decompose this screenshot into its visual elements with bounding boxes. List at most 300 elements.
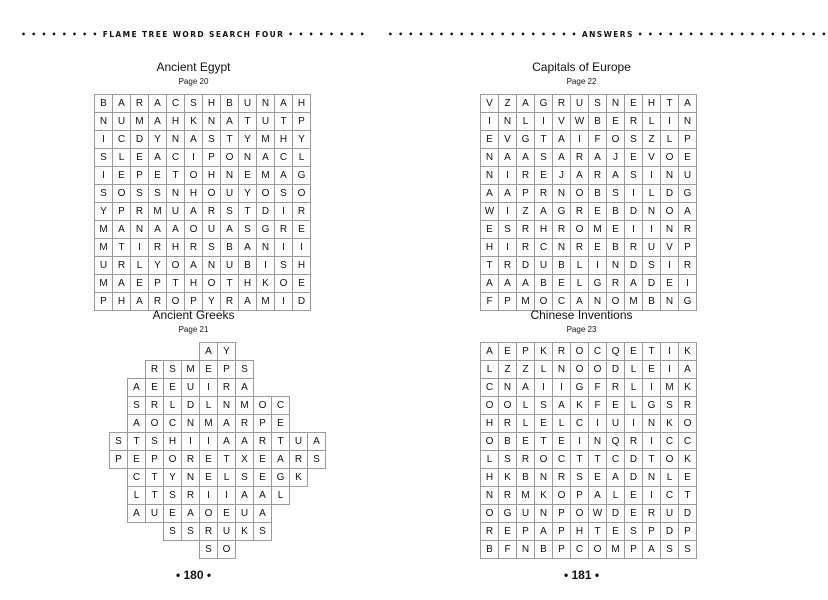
page-number: • 181 • bbox=[563, 568, 600, 582]
grid-cell: I bbox=[182, 433, 200, 451]
grid-cell: A bbox=[481, 185, 499, 203]
grid-cell bbox=[164, 343, 182, 361]
grid-cell: S bbox=[185, 95, 203, 113]
grid-cell: T bbox=[661, 95, 679, 113]
grid-cell: A bbox=[481, 343, 499, 361]
grid-cell: D bbox=[625, 469, 643, 487]
grid-cell: G bbox=[679, 293, 697, 311]
grid-cell: Y bbox=[239, 185, 257, 203]
grid-row bbox=[92, 469, 343, 487]
grid-cell: O bbox=[254, 397, 272, 415]
grid-cell: L bbox=[481, 361, 499, 379]
grid-cell: M bbox=[149, 203, 167, 221]
grid-cell bbox=[290, 541, 308, 559]
grid-cell bbox=[308, 505, 326, 523]
grid-cell: E bbox=[293, 275, 311, 293]
grid-cell: S bbox=[571, 469, 589, 487]
grid-cell: A bbox=[517, 379, 535, 397]
grid-cell: D bbox=[661, 523, 679, 541]
grid-cell: H bbox=[113, 293, 131, 311]
grid-cell: I bbox=[661, 343, 679, 361]
grid-cell bbox=[272, 343, 290, 361]
grid-cell bbox=[308, 343, 326, 361]
grid-cell: C bbox=[571, 415, 589, 433]
grid-cell: R bbox=[131, 203, 149, 221]
grid-cell: T bbox=[571, 451, 589, 469]
grid-cell bbox=[128, 343, 146, 361]
grid-cell: E bbox=[607, 113, 625, 131]
grid-cell: A bbox=[185, 257, 203, 275]
grid-cell: S bbox=[643, 257, 661, 275]
grid-cell: R bbox=[589, 167, 607, 185]
right-page bbox=[388, 0, 828, 600]
grid-cell: S bbox=[254, 523, 272, 541]
grid-row bbox=[92, 415, 343, 433]
grid-cell: U bbox=[146, 505, 164, 523]
grid-row bbox=[92, 361, 343, 379]
grid-cell: N bbox=[257, 95, 275, 113]
grid-cell: A bbox=[535, 203, 553, 221]
grid-cell: P bbox=[131, 167, 149, 185]
grid-cell: O bbox=[553, 487, 571, 505]
grid-cell: C bbox=[113, 131, 131, 149]
grid-row bbox=[481, 487, 697, 505]
grid-cell: S bbox=[535, 149, 553, 167]
grid-cell: R bbox=[236, 415, 254, 433]
grid-cell bbox=[110, 523, 128, 541]
grid-cell: A bbox=[553, 397, 571, 415]
grid-cell: C bbox=[679, 433, 697, 451]
grid-cell: V bbox=[661, 239, 679, 257]
grid-cell: E bbox=[535, 415, 553, 433]
grid-cell: O bbox=[113, 185, 131, 203]
grid-cell bbox=[290, 397, 308, 415]
grid-cell: A bbox=[272, 451, 290, 469]
grid-cell: U bbox=[290, 433, 308, 451]
grid-cell: Z bbox=[517, 361, 535, 379]
grid-cell: C bbox=[553, 451, 571, 469]
grid-cell: E bbox=[164, 379, 182, 397]
grid-cell: I bbox=[625, 185, 643, 203]
grid-cell: L bbox=[113, 149, 131, 167]
grid-cell: E bbox=[517, 433, 535, 451]
grid-cell: O bbox=[257, 185, 275, 203]
grid-cell: O bbox=[607, 131, 625, 149]
grid-cell bbox=[290, 379, 308, 397]
grid-cell bbox=[110, 397, 128, 415]
grid-cell: K bbox=[257, 275, 275, 293]
grid-cell: H bbox=[643, 95, 661, 113]
grid-cell: N bbox=[553, 185, 571, 203]
grid-cell: D bbox=[131, 131, 149, 149]
grid-cell bbox=[146, 523, 164, 541]
grid-cell: U bbox=[535, 257, 553, 275]
grid-cell: I bbox=[131, 239, 149, 257]
grid-cell: F bbox=[589, 397, 607, 415]
grid-cell bbox=[272, 361, 290, 379]
grid-cell: M bbox=[95, 275, 113, 293]
grid-cell: R bbox=[517, 167, 535, 185]
grid-cell: U bbox=[236, 505, 254, 523]
grid-cell bbox=[326, 397, 344, 415]
grid-cell: O bbox=[164, 451, 182, 469]
grid-cell: E bbox=[128, 451, 146, 469]
grid-cell: B bbox=[643, 293, 661, 311]
grid-cell bbox=[92, 361, 110, 379]
grid-cell: Y bbox=[293, 131, 311, 149]
grid-cell: A bbox=[499, 185, 517, 203]
grid-cell: L bbox=[661, 131, 679, 149]
grid-cell: B bbox=[607, 239, 625, 257]
grid-cell: S bbox=[95, 185, 113, 203]
grid-cell: C bbox=[553, 293, 571, 311]
grid-cell: O bbox=[185, 167, 203, 185]
grid-row bbox=[481, 379, 697, 397]
grid-cell: A bbox=[149, 113, 167, 131]
grid-cell bbox=[326, 343, 344, 361]
grid-cell: P bbox=[203, 149, 221, 167]
grid-cell: R bbox=[553, 95, 571, 113]
grid-cell: O bbox=[535, 293, 553, 311]
grid-cell: A bbox=[218, 415, 236, 433]
grid-cell: P bbox=[517, 185, 535, 203]
grid-cell: K bbox=[290, 469, 308, 487]
grid-cell: B bbox=[95, 95, 113, 113]
grid-cell: E bbox=[589, 469, 607, 487]
grid-cell bbox=[308, 379, 326, 397]
grid-row bbox=[92, 433, 343, 451]
grid-cell: P bbox=[113, 203, 131, 221]
grid-cell: T bbox=[275, 113, 293, 131]
grid-cell: S bbox=[164, 523, 182, 541]
grid-cell bbox=[326, 505, 344, 523]
grid-cell: I bbox=[95, 167, 113, 185]
grid-cell: T bbox=[146, 487, 164, 505]
grid-cell: A bbox=[236, 433, 254, 451]
grid-cell: E bbox=[607, 221, 625, 239]
grid-cell: T bbox=[146, 469, 164, 487]
grid-cell: E bbox=[553, 433, 571, 451]
grid-cell: H bbox=[481, 415, 499, 433]
grid-cell bbox=[326, 415, 344, 433]
grid-cell: L bbox=[131, 257, 149, 275]
grid-cell: A bbox=[257, 149, 275, 167]
grid-cell: O bbox=[499, 397, 517, 415]
grid-cell: I bbox=[571, 131, 589, 149]
grid-cell: S bbox=[661, 541, 679, 559]
grid-cell: N bbox=[499, 379, 517, 397]
grid-cell bbox=[254, 343, 272, 361]
grid-cell: A bbox=[149, 95, 167, 113]
puzzle-title: Chinese Inventions bbox=[530, 308, 633, 322]
grid-row bbox=[95, 203, 311, 221]
grid-cell: M bbox=[257, 293, 275, 311]
grid-cell: H bbox=[185, 275, 203, 293]
grid-cell: T bbox=[589, 523, 607, 541]
grid-cell: E bbox=[607, 397, 625, 415]
grid-cell bbox=[326, 379, 344, 397]
grid-cell: E bbox=[239, 167, 257, 185]
grid-cell: H bbox=[239, 275, 257, 293]
grid-cell: A bbox=[571, 293, 589, 311]
grid-cell: E bbox=[625, 487, 643, 505]
grid-cell: Z bbox=[517, 203, 535, 221]
grid-cell: A bbox=[254, 487, 272, 505]
grid-cell: P bbox=[553, 505, 571, 523]
grid-cell: L bbox=[607, 487, 625, 505]
grid-cell: A bbox=[254, 505, 272, 523]
grid-cell bbox=[254, 541, 272, 559]
grid-cell: N bbox=[203, 113, 221, 131]
grid-cell: N bbox=[182, 415, 200, 433]
grid-cell: E bbox=[679, 149, 697, 167]
grid-cell: P bbox=[218, 361, 236, 379]
grid-cell: R bbox=[499, 415, 517, 433]
grid-cell: H bbox=[293, 95, 311, 113]
grid-cell: S bbox=[203, 239, 221, 257]
grid-cell: U bbox=[113, 113, 131, 131]
grid-cell: T bbox=[218, 451, 236, 469]
grid-cell bbox=[182, 541, 200, 559]
grid-cell: E bbox=[661, 275, 679, 293]
grid-cell: T bbox=[535, 131, 553, 149]
grid-cell: N bbox=[95, 113, 113, 131]
grid-cell: I bbox=[275, 239, 293, 257]
grid-cell bbox=[290, 343, 308, 361]
grid-cell: R bbox=[607, 275, 625, 293]
grid-cell: U bbox=[517, 505, 535, 523]
grid-cell bbox=[308, 361, 326, 379]
word-search-grid bbox=[94, 94, 311, 311]
grid-cell: O bbox=[571, 343, 589, 361]
grid-cell: N bbox=[239, 149, 257, 167]
grid-row bbox=[92, 343, 343, 361]
grid-cell: A bbox=[236, 487, 254, 505]
grid-cell: A bbox=[679, 203, 697, 221]
grid-cell: N bbox=[535, 469, 553, 487]
grid-cell: H bbox=[275, 131, 293, 149]
grid-row bbox=[95, 221, 311, 239]
grid-cell: C bbox=[167, 149, 185, 167]
grid-cell: I bbox=[257, 257, 275, 275]
grid-cell: I bbox=[643, 487, 661, 505]
grid-cell bbox=[236, 541, 254, 559]
grid-cell: L bbox=[553, 415, 571, 433]
grid-cell: Y bbox=[164, 469, 182, 487]
grid-cell: E bbox=[113, 167, 131, 185]
grid-cell: S bbox=[95, 149, 113, 167]
grid-cell: R bbox=[113, 257, 131, 275]
grid-cell: A bbox=[535, 523, 553, 541]
grid-cell: L bbox=[571, 257, 589, 275]
grid-cell bbox=[326, 433, 344, 451]
grid-cell: L bbox=[272, 487, 290, 505]
grid-cell: D bbox=[293, 293, 311, 311]
grid-cell: A bbox=[113, 221, 131, 239]
grid-cell: Y bbox=[95, 203, 113, 221]
grid-cell: D bbox=[679, 505, 697, 523]
grid-cell: P bbox=[625, 541, 643, 559]
grid-cell: N bbox=[182, 469, 200, 487]
grid-cell bbox=[308, 397, 326, 415]
grid-cell: R bbox=[553, 469, 571, 487]
grid-cell: A bbox=[517, 95, 535, 113]
grid-cell: Y bbox=[149, 131, 167, 149]
grid-cell: S bbox=[661, 397, 679, 415]
grid-cell: D bbox=[643, 275, 661, 293]
grid-cell: N bbox=[535, 505, 553, 523]
grid-cell: A bbox=[499, 275, 517, 293]
grid-row bbox=[481, 541, 697, 559]
grid-cell bbox=[92, 379, 110, 397]
grid-row bbox=[95, 239, 311, 257]
grid-cell: U bbox=[95, 257, 113, 275]
grid-cell: N bbox=[481, 167, 499, 185]
grid-cell: Z bbox=[499, 95, 517, 113]
grid-cell: B bbox=[589, 113, 607, 131]
grid-cell: F bbox=[589, 379, 607, 397]
grid-cell: U bbox=[239, 95, 257, 113]
grid-row bbox=[95, 167, 311, 185]
grid-cell: I bbox=[625, 221, 643, 239]
grid-cell: O bbox=[293, 185, 311, 203]
grid-cell: R bbox=[535, 185, 553, 203]
grid-cell: T bbox=[535, 433, 553, 451]
grid-cell: A bbox=[128, 505, 146, 523]
grid-row bbox=[95, 95, 311, 113]
grid-cell: R bbox=[131, 95, 149, 113]
grid-cell: I bbox=[625, 415, 643, 433]
grid-cell: N bbox=[607, 257, 625, 275]
grid-cell: C bbox=[481, 379, 499, 397]
grid-cell bbox=[128, 541, 146, 559]
grid-cell: S bbox=[236, 469, 254, 487]
grid-cell: Q bbox=[607, 343, 625, 361]
grid-cell: S bbox=[625, 167, 643, 185]
grid-cell: R bbox=[481, 523, 499, 541]
grid-cell: H bbox=[293, 257, 311, 275]
grid-cell: U bbox=[643, 239, 661, 257]
grid-cell: A bbox=[553, 131, 571, 149]
grid-cell bbox=[326, 361, 344, 379]
grid-cell: I bbox=[643, 221, 661, 239]
grid-row bbox=[92, 487, 343, 505]
grid-cell: N bbox=[481, 149, 499, 167]
grid-row bbox=[92, 379, 343, 397]
grid-cell: G bbox=[535, 95, 553, 113]
grid-cell: I bbox=[499, 203, 517, 221]
grid-cell: A bbox=[221, 221, 239, 239]
grid-cell: R bbox=[499, 257, 517, 275]
grid-cell: V bbox=[643, 149, 661, 167]
grid-cell: N bbox=[203, 257, 221, 275]
grid-cell: E bbox=[589, 239, 607, 257]
grid-cell: E bbox=[535, 167, 553, 185]
puzzle-title: Ancient Egypt bbox=[156, 60, 231, 74]
grid-cell: O bbox=[167, 293, 185, 311]
grid-cell: E bbox=[200, 361, 218, 379]
grid-cell bbox=[308, 415, 326, 433]
grid-cell: N bbox=[218, 397, 236, 415]
grid-cell bbox=[308, 523, 326, 541]
grid-cell: N bbox=[661, 221, 679, 239]
grid-cell: L bbox=[571, 275, 589, 293]
grid-row bbox=[95, 149, 311, 167]
grid-row bbox=[95, 275, 311, 293]
grid-cell: A bbox=[607, 167, 625, 185]
grid-cell: S bbox=[625, 131, 643, 149]
grid-cell: M bbox=[200, 415, 218, 433]
grid-cell: E bbox=[643, 361, 661, 379]
grid-cell bbox=[164, 541, 182, 559]
grid-cell: S bbox=[308, 451, 326, 469]
grid-cell: N bbox=[661, 293, 679, 311]
grid-cell: G bbox=[589, 275, 607, 293]
grid-cell: A bbox=[679, 95, 697, 113]
grid-cell bbox=[92, 523, 110, 541]
grid-cell: V bbox=[499, 131, 517, 149]
grid-cell: O bbox=[221, 149, 239, 167]
grid-cell: R bbox=[149, 293, 167, 311]
grid-cell: A bbox=[499, 149, 517, 167]
grid-cell bbox=[290, 415, 308, 433]
grid-cell: K bbox=[499, 469, 517, 487]
grid-row bbox=[481, 451, 697, 469]
grid-row bbox=[92, 541, 343, 559]
grid-cell: A bbox=[679, 361, 697, 379]
grid-cell: O bbox=[146, 415, 164, 433]
grid-cell: R bbox=[182, 451, 200, 469]
grid-cell bbox=[272, 523, 290, 541]
grid-cell: E bbox=[131, 275, 149, 293]
grid-cell bbox=[272, 541, 290, 559]
grid-cell: O bbox=[589, 361, 607, 379]
grid-cell: N bbox=[679, 113, 697, 131]
grid-cell: O bbox=[679, 415, 697, 433]
grid-row bbox=[481, 239, 697, 257]
grid-cell: R bbox=[553, 221, 571, 239]
grid-row bbox=[92, 397, 343, 415]
grid-row bbox=[481, 397, 697, 415]
grid-cell bbox=[308, 487, 326, 505]
grid-cell: T bbox=[128, 433, 146, 451]
grid-cell: Z bbox=[643, 131, 661, 149]
grid-row bbox=[481, 95, 697, 113]
grid-cell: I bbox=[589, 257, 607, 275]
grid-cell: A bbox=[517, 275, 535, 293]
grid-row bbox=[95, 257, 311, 275]
grid-cell: L bbox=[517, 415, 535, 433]
grid-cell: C bbox=[164, 415, 182, 433]
grid-cell: J bbox=[553, 167, 571, 185]
grid-cell: I bbox=[275, 293, 293, 311]
grid-cell: D bbox=[517, 257, 535, 275]
grid-cell: K bbox=[679, 451, 697, 469]
grid-cell: S bbox=[164, 487, 182, 505]
grid-cell: C bbox=[607, 451, 625, 469]
grid-cell: N bbox=[167, 185, 185, 203]
left-page bbox=[0, 0, 387, 600]
grid-cell: A bbox=[589, 487, 607, 505]
grid-cell: L bbox=[218, 469, 236, 487]
grid-cell: G bbox=[293, 167, 311, 185]
grid-cell: M bbox=[131, 113, 149, 131]
grid-cell: N bbox=[257, 239, 275, 257]
grid-cell: Z bbox=[499, 361, 517, 379]
grid-cell: A bbox=[167, 221, 185, 239]
grid-cell: A bbox=[275, 95, 293, 113]
grid-cell: S bbox=[182, 523, 200, 541]
